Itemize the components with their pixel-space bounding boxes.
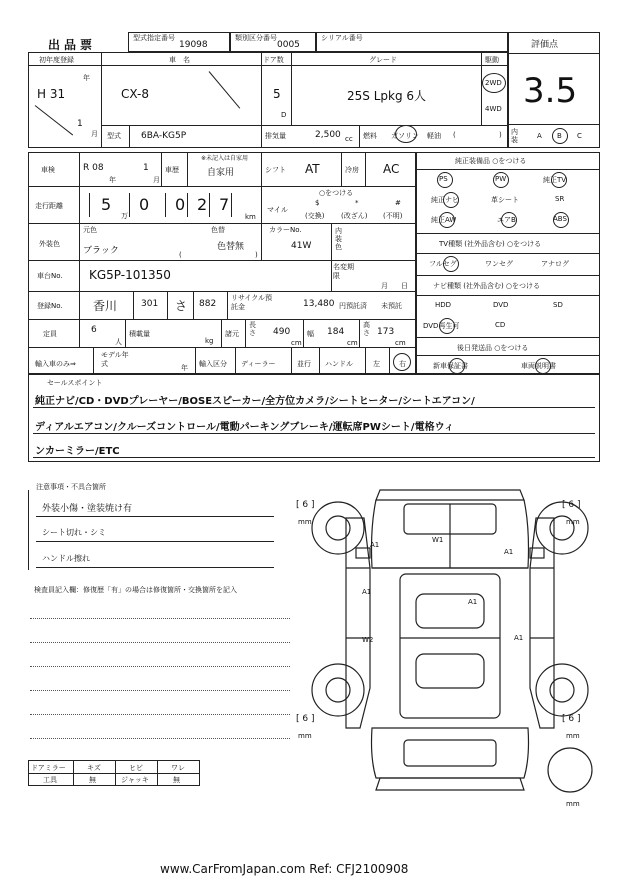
serial-box: シリアル番号: [316, 32, 508, 52]
class-no-box: 類別区分番号 0005: [230, 32, 316, 52]
car-diagram: [300, 478, 600, 808]
note-line-3: ハンドル擦れ: [42, 554, 90, 563]
sales-point: セールスポイント 純正ナビ/CD・DVDプレーヤー/BOSEスピーカー/全方位カメラ/シートヒーター/シートエアコン/ ディアルエアコン/クルーズコントロール/電動パーキングブレーキ/運転席PWシート/電格ウィ ンカーミラー/ETC: [28, 374, 600, 462]
sales-line-1: 純正ナビ/CD・DVDプレーヤー/BOSEスピーカー/全方位カメラ/シートヒーター/シートエアコン/: [35, 396, 475, 407]
mark-2: W1: [432, 536, 444, 544]
footer-ref: www.CarFromJapan.com Ref: CFJ2100908: [160, 862, 409, 876]
equipment-panel: 純正装備品 ○をつける PS PW 純正TV 純正ナビ 革シート SR 純正AW エアB ABS TV種類 (社外品含む) ○をつける フルセグ ワンセグ アナログ ナビ種類 (社外品含む) ○をつける HDD DVD SD DVD再生可 CD 後日発送品 ○をつける 新車保証書 車両説明書: [416, 152, 600, 374]
sales-line-2: ディアルエアコン/クルーズコントロール/電動パーキングブレーキ/運転席PWシート/電格ウィ: [35, 422, 454, 433]
model-no-box: 型式指定番号 19098: [128, 32, 230, 52]
legend-table: ドアミラー キズ ヒビ ワレ 工具 無 ジャッキ 無: [28, 760, 200, 786]
tire-fr: [ 6 ]: [562, 500, 581, 510]
tire-fl: [ 6 ]: [296, 500, 315, 510]
mark-1: A1: [370, 541, 380, 549]
mark-7: A1: [514, 634, 524, 642]
mark-6: W2: [362, 636, 374, 644]
handle-right-circle: [393, 353, 411, 371]
fuel-gas-circle: [395, 125, 417, 143]
sheet-title: 出品票: [48, 38, 97, 52]
interior-grade: 内装 A B C: [508, 124, 600, 148]
score-box: 評価点 3.5: [508, 32, 600, 148]
note-line-2: シート切れ・シミ: [42, 528, 106, 537]
basic-info: 初年度登録 車 名 ドア数 グレード 駆動 年 H 31 1 月 CX-8 5 D 25S Lpkg 6人 2WD 4WD 型式 6BA-KG5P 排気量 2,500 cc 燃料 ガソリン 軽油 ( ): [28, 52, 508, 148]
note-line-1: 外装小傷・塗装焼け有: [42, 504, 133, 514]
sales-line-3: ンカーミラー/ETC: [35, 446, 120, 457]
score-value: 3.5: [523, 71, 578, 111]
tire-rl: [ 6 ]: [296, 714, 315, 724]
car-name: CX-8: [121, 87, 149, 101]
vehicle-details: 車検 R 08 年 1 月 車歴 ※未記入は自家用 自家用 シフト AT 冷房 AC 走行距離 5 万 0 0 2 7 km ○をつける マイル $ (交換) * (改ざん) # (不明) 外装色 元色 ブラック 色替 色替無 ( ) カラーNo. 41W 内装色 車台No. KG5P-101350 名変期限 月 日 登録No. 香川 301 さ 882 リサイクル預託金 13,480 円預託済 未預託 定員 6 人 積載量 kg 諸元 長さ 490 cm 幅 184 cm 高さ 173 cm 輸入車のみ⇒ モデル年式 年 輸入区分 ディーラー 並行 ハンドル 左 右: [28, 152, 416, 374]
interior-b-circle: [552, 128, 568, 144]
tire-rr: [ 6 ]: [562, 714, 581, 724]
drive-2wd-circle: [482, 73, 506, 93]
mark-3: A1: [504, 548, 514, 556]
mark-5: A1: [468, 598, 478, 606]
mark-4: A1: [362, 588, 372, 596]
